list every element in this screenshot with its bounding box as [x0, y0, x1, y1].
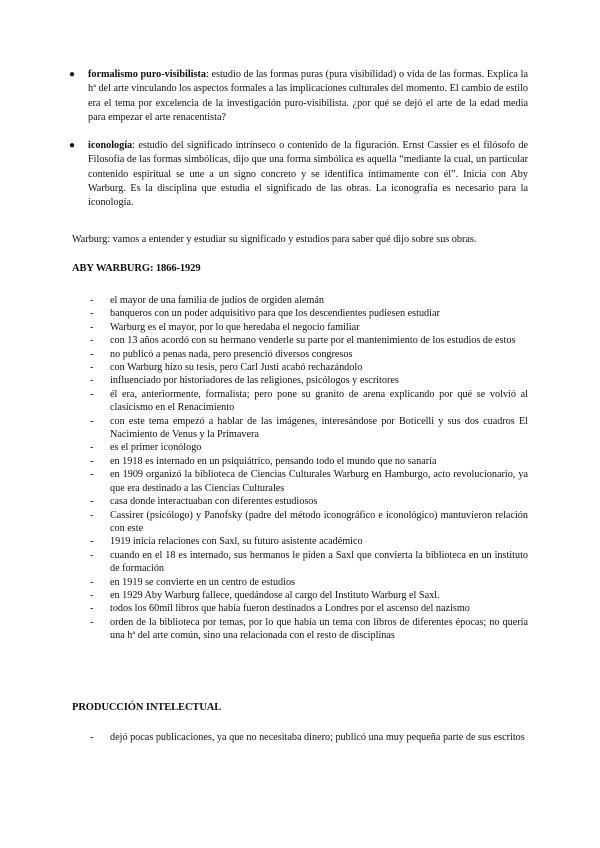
list-item [72, 374, 528, 387]
list-item [72, 455, 528, 468]
aby-warburg-list [72, 294, 528, 643]
list-item-text: influenciado por historiadores de las religiones, psicólogos y escritores [110, 375, 399, 387]
bullet-item-formalismo [69, 68, 528, 125]
dash-bullet-icon: - [90, 455, 94, 467]
list-item [72, 731, 528, 744]
list-item [72, 307, 528, 320]
list-item-text: banqueros con un poder adquisitivo para que los descendientes pudiesen estudiar [110, 308, 440, 320]
dash-bullet-icon: - [90, 509, 94, 521]
bullet-text: : estudio del significado intrínseco o contenido de la figuración. Ernst Cassier es el filósofo de Filosofía de las formas simbólicas, dijo que una forma simbólica es aquella “mediante la cual, un particular contenido espiritual se une a un signo concreto y se identifica íntimamente con él”. Inicia con Aby Warburg. Es la disciplina que estudia el significado de las obras. La iconografía es necesario para la iconología. [88, 140, 528, 209]
list-item [72, 602, 528, 615]
list-item-text: Warburg es el mayor, por lo que heredaba el negocio familiar [110, 321, 360, 333]
dash-bullet-icon: - [90, 496, 94, 508]
list-item [72, 388, 528, 415]
list-item [72, 321, 528, 334]
bullet-item-iconologia [69, 139, 528, 210]
list-item-text: Cassirer (psicólogo) y Panofsky (padre del método iconográfico e iconológico) mantuvieron relación con este [110, 509, 528, 534]
list-item-text: cuando en el 18 es internado, sus hermanos le piden a Saxl que convierta la biblioteca en un instituto de formación [110, 549, 528, 575]
dash-bullet-icon: - [90, 469, 94, 481]
list-item [72, 549, 528, 576]
list-item [72, 415, 528, 442]
list-item-text: en 1909 organizó la biblioteca de Ciencias Culturales Warburg en Hamburgo, acto revolucionario, ya que era destinado a las Ciencias Culturales [110, 469, 528, 494]
section-heading-produccion: PRODUCCIÓN INTELECTUAL [72, 702, 222, 713]
list-item-text: con 13 años acordó con su hermano venderle su parte por el mantenimiento de los estudios de estos [110, 335, 516, 347]
list-item [72, 589, 528, 602]
list-item-text: con este tema empezó a hablar de las imágenes, interesándose por Boticelli y sus dos cuadros El Nacimiento de Venus y la Primavera [110, 415, 528, 441]
bullet-term: iconología [88, 140, 133, 152]
dash-bullet-icon: - [90, 321, 94, 333]
list-item-text: en 1919 se convierte en un centro de estudios [110, 576, 296, 588]
dash-bullet-icon: - [90, 388, 94, 400]
list-item-text: es el primer iconólogo [110, 442, 202, 454]
bullet-term: formalismo puro-visibilista [88, 69, 206, 80]
produccion-list [72, 731, 528, 744]
list-item-text: no publicó a penas nada, pero presenció diversos congresos [110, 348, 353, 360]
list-item [72, 334, 528, 347]
section-heading-aby-warburg: ABY WARBURG: 1866-1929 [72, 263, 201, 274]
list-item-text: con Warburg hizo su tesis, pero Carl Justi acabó rechazándolo [110, 362, 363, 374]
dash-bullet-icon: - [90, 442, 94, 454]
list-item [72, 294, 528, 307]
list-item [72, 361, 528, 374]
dash-bullet-icon: - [90, 415, 94, 427]
dash-bullet-icon: - [90, 732, 94, 743]
bullet-list [69, 68, 528, 225]
list-item-text: él era, anteriormente, formalista; pero pone su granito de arena explicando por qué se volvió al clasicismo en el Renacimiento [110, 388, 528, 414]
bullet-dot-icon: ● [69, 140, 76, 152]
bullet-text: : estudio de las formas puras (pura visibilidad) o vida de las formas. Explica la hª del arte vinculando los aspectos formales a las implicaciones culturales del momento. El cambio de estilo era el tema por excelencia de la investigación puro-visibilista. ¿por qué se dejó el arte de la edad media para empezar el arte renacentista? [88, 69, 528, 123]
dash-bullet-icon: - [90, 308, 94, 320]
bullet-dot-icon: ● [69, 69, 76, 80]
dash-bullet-icon: - [90, 576, 94, 588]
list-item [72, 441, 528, 454]
dash-bullet-icon: - [90, 589, 94, 601]
dash-bullet-icon: - [90, 549, 94, 561]
dash-bullet-icon: - [90, 375, 94, 387]
dash-bullet-icon: - [90, 536, 94, 548]
list-item-text: todos los 60mil libros que había fueron destinados a Londres por el ascenso del nazismo [110, 603, 470, 615]
list-item [72, 348, 528, 361]
list-item-text: en 1918 es internado en un psiquiátrico, pensando todo el mundo que no sanaría [110, 455, 437, 467]
list-item-text: dejó pocas publicaciones, ya que no necesitaba dinero; publicó una muy pequeña parte de sus escritos [110, 732, 525, 743]
list-item [72, 576, 528, 589]
dash-bullet-icon: - [90, 295, 94, 306]
dash-bullet-icon: - [90, 362, 94, 374]
list-item-text: casa donde interactuaban con diferentes estudiosos [110, 496, 318, 508]
list-item [72, 616, 528, 643]
list-item [72, 495, 528, 508]
list-item-text: en 1929 Aby Warburg fallece, quedándose al cargo del Instituto Warburg el Saxl. [110, 589, 440, 601]
list-item [72, 535, 528, 548]
list-item-text: 1919 inicia relaciones con Saxl, su futuro asistente académico [110, 536, 363, 548]
dash-bullet-icon: - [90, 348, 94, 360]
dash-bullet-icon: - [90, 616, 94, 628]
dash-bullet-icon: - [90, 603, 94, 615]
intro-paragraph: Warburg: vamos a entender y estudiar su significado y estudios para saber qué dijo sobre sus obras. [72, 234, 477, 245]
list-item-text: el mayor de una familia de judíos de orgiden alemán [110, 295, 324, 306]
list-item-text: orden de la biblioteca por temas, por lo que había un tema con libros de diferentes épocas; no quería una hª del arte común, sino una relacionada con el resto de disciplinas [110, 616, 528, 642]
dash-bullet-icon: - [90, 335, 94, 347]
list-item [72, 468, 528, 495]
list-item [72, 509, 528, 536]
